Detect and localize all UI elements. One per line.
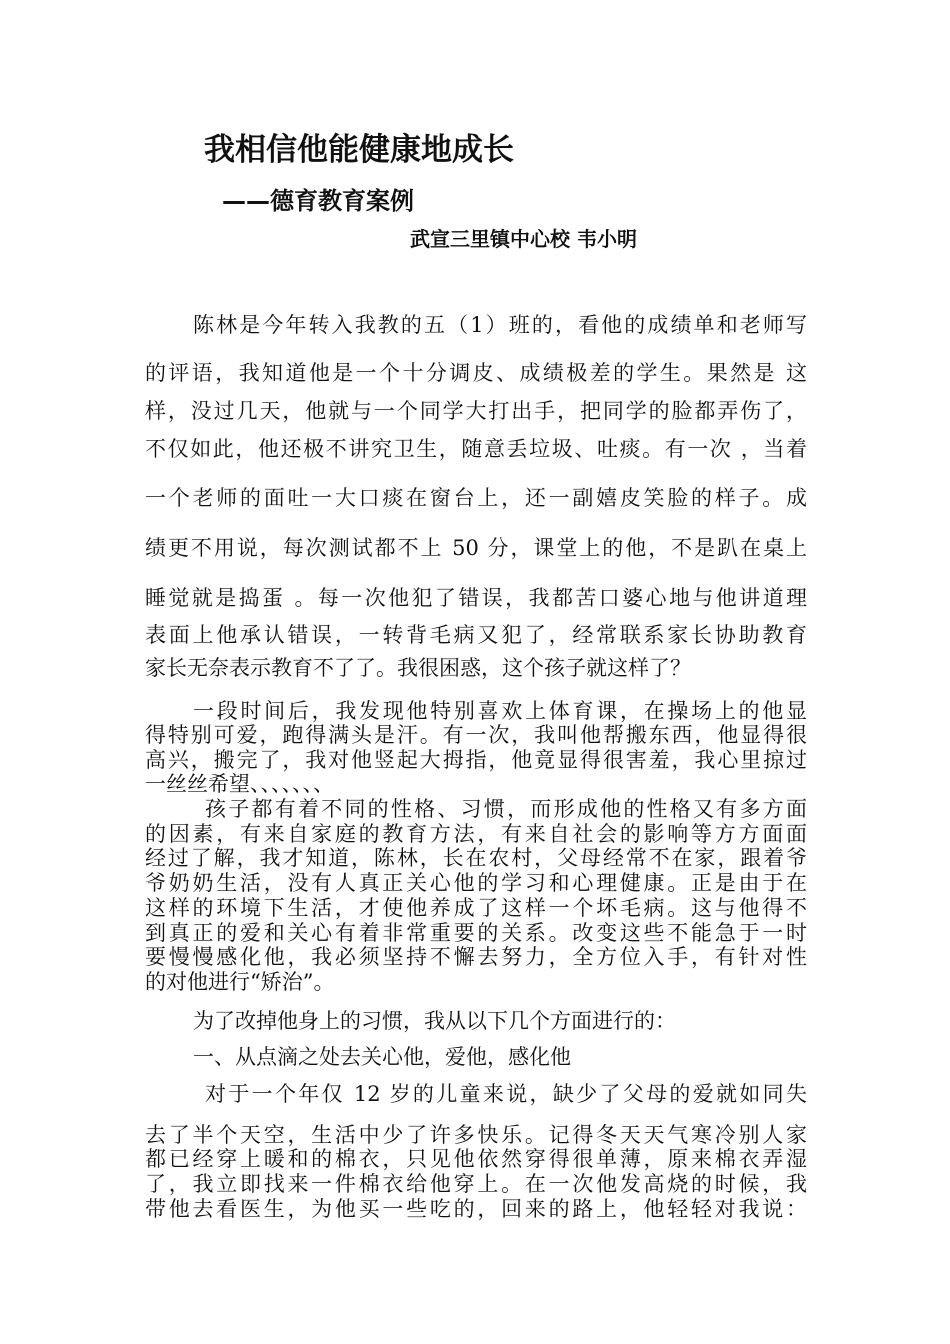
paragraph-line: 到真正的爱和关心有着非常重要的关系。改变这些不能急于一时	[145, 921, 807, 945]
paragraph-line: 带他去看医生，为他买一些吃的，回来的路上，他轻轻对我说：	[145, 1197, 807, 1221]
paragraph-line: 孩子都有着不同的性格、习惯，而形成他的性格又有多方面	[205, 797, 807, 821]
document-title: 我相信他能健康地成长	[204, 132, 514, 168]
paragraph-line: 一个老师的面吐一大口痰在窗台上，还一副嬉皮笑脸的样子。成	[145, 486, 807, 510]
paragraph-line: 得特别可爱，跑得满头是汗。有一次，我叫他帮搬东西，他显得很	[145, 723, 807, 747]
paragraph-line: 高兴，搬完了，我对他竖起大拇指，他竟显得很害羞，我心里掠过	[145, 748, 807, 772]
author-line: 武宣三里镇中心校 韦小明	[410, 227, 637, 251]
paragraph-line: 了，我立即找来一件棉衣给他穿上。在一次他发高烧的时候，我	[145, 1172, 807, 1196]
paragraph-line: 的对他进行“矫治”。	[145, 970, 335, 994]
paragraph-line: 一段时间后，我发现他特别喜欢上体育课，在操场上的他显	[193, 699, 807, 723]
paragraph-line: 绩更不用说，每次测试都不上 50 分，课堂上的他，不是趴在桌上	[145, 536, 807, 560]
paragraph-line: 样，没过几天，他就与一个同学大打出手，把同学的脸都弄伤了，	[145, 399, 807, 423]
paragraph-line: 睡觉就是捣蛋 。每一次他犯了错误，我都苦口婆心地与他讲道理	[145, 586, 807, 610]
paragraph-line: 陈林是今年转入我教的五（1）班的，看他的成绩单和老师写	[193, 313, 807, 337]
paragraph-line: 去了半个天空，生活中少了许多快乐。记得冬天天气寒冷别人家	[145, 1123, 807, 1147]
paragraph-line: 要慢慢感化他，我必须坚持不懈去努力，全方位入手，有针对性	[145, 945, 807, 969]
paragraph-line: 一丝丝希望、、、、、、、	[145, 772, 334, 796]
paragraph-line: 家长无奈表示教育不了了。我很困惑，这个孩子就这样了？	[145, 656, 691, 680]
paragraph-line: 爷奶奶生活，没有人真正关心他的学习和心理健康。正是由于在	[145, 871, 807, 895]
paragraph-line: 不仅如此，他还极不讲究卫生，随意丢垃圾、吐痰。有一次 ，当着	[145, 437, 807, 461]
section-heading: 一、从点滴之处去关心他，爱他，感化他	[193, 1045, 571, 1069]
paragraph-line: 对于一个年仅 12 岁的儿童来说，缺少了父母的爱就如同失	[205, 1082, 807, 1106]
paragraph-line: 为了改掉他身上的习惯，我从以下几个方面进行的：	[193, 1009, 676, 1033]
paragraph-line: 的因素，有来自家庭的教育方法，有来自社会的影响等方方面面	[145, 822, 807, 846]
paragraph-line: 的评语，我知道他是一个十分调皮、成绩极差的学生。果然是 这	[145, 361, 807, 385]
paragraph-line: 经过了解，我才知道，陈林，长在农村，父母经常不在家，跟着爷	[145, 846, 807, 870]
paragraph-line: 都已经穿上暖和的棉衣，只见他依然穿得很单薄，原来棉衣弄湿	[145, 1147, 807, 1171]
paragraph-line: 这样的环境下生活，才使他养成了这样一个坏毛病。这与他得不	[145, 896, 807, 920]
paragraph-line: 表面上他承认错误，一转背毛病又犯了，经常联系家长协助教育	[145, 623, 807, 647]
document-subtitle: ——德育教育案例	[222, 187, 414, 215]
